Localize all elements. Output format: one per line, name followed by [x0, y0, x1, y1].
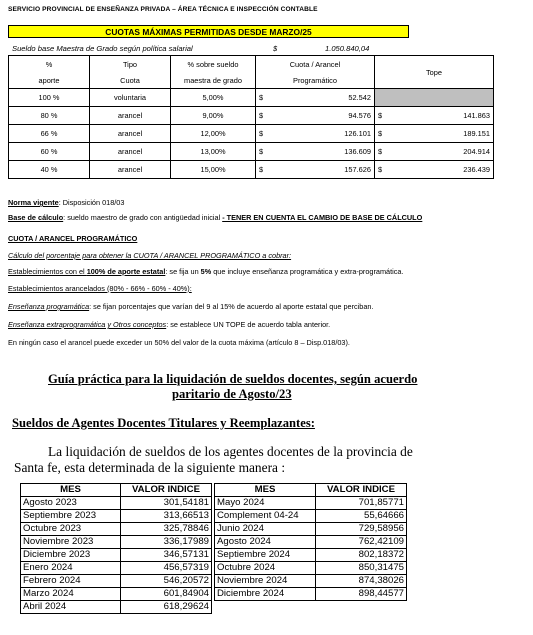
indice-row — [21, 588, 212, 601]
tope-cell-empty — [375, 89, 494, 107]
cuota-cell — [256, 143, 375, 161]
mes-cell: Diciembre 2023 — [21, 549, 121, 562]
cuota-cell — [256, 125, 375, 143]
cuota-value: 52.542 — [348, 93, 371, 102]
tope-currency: $ — [378, 165, 383, 174]
valor-cell: 313,66513 — [121, 510, 212, 523]
ens-prog-text: : se fijan porcentajes que varían del 9 al 15% de acuerdo al aporte estatal que perciban. — [89, 302, 374, 311]
est100-d: 5% — [200, 267, 212, 276]
indice-row — [215, 497, 407, 510]
tope-cell — [375, 143, 494, 161]
indice-table-right — [214, 483, 407, 601]
header-valor-indice: VALOR INDICE — [316, 484, 407, 497]
norma-label: Norma vigente — [8, 198, 59, 207]
header-tipo-2: Cuota — [90, 72, 171, 89]
indice-row — [215, 549, 407, 562]
tipo-cell: voluntaria — [90, 89, 171, 107]
tope-value: 189.151 — [463, 129, 490, 138]
header-cuota: Cuota / Arancel — [256, 56, 375, 73]
indice-row — [215, 510, 407, 523]
tope-value: 204.914 — [463, 147, 490, 156]
indice-row — [21, 562, 212, 575]
cuota-currency: $ — [259, 129, 264, 138]
indice-header-row — [215, 484, 407, 497]
cuota-row — [9, 143, 494, 161]
base-salary-value: 1.050.840,04 — [325, 44, 370, 53]
valor-cell: 729,58956 — [316, 523, 407, 536]
cuota-value: 126.101 — [344, 129, 371, 138]
establecimientos-arancelados: Establecimientos arancelados (80% - 66% - 60% - 40%): — [8, 284, 192, 293]
liquidacion-line-2: Santa fe, esta determinada de la siguiente manera : — [14, 460, 286, 475]
mes-cell: Octubre 2024 — [215, 562, 316, 575]
est100-b: 100% de aporte estatal — [86, 267, 166, 276]
calculo-porcentaje: Cálculo del porcentaje para obtener la CUOTA / ARANCEL PROGRAMÁTICO a cobrar: — [8, 251, 292, 260]
cuota-currency: $ — [259, 111, 264, 120]
base-calculo-text: : sueldo maestro de grado con antigüedad inicial — [63, 213, 223, 222]
aporte-cell: 60 % — [9, 143, 90, 161]
norma-text: : Disposición 018/03 — [58, 198, 125, 207]
indice-row — [215, 575, 407, 588]
header-pct-2: maestra de grado — [171, 72, 256, 89]
cuota-arancel-title: CUOTA / ARANCEL PROGRAMÁTICO — [8, 234, 138, 243]
cuota-currency: $ — [259, 147, 264, 156]
mes-cell: Agosto 2024 — [215, 536, 316, 549]
indice-row — [21, 510, 212, 523]
base-calculo-label: Base de cálculo — [8, 213, 64, 222]
base-calculo-emphasis: - TENER EN CUENTA EL CAMBIO DE BASE DE CÁLCULO — [222, 213, 423, 222]
header-mes: MES — [215, 484, 316, 497]
ens-extra-text: : se establece UN TOPE de acuerdo tabla anterior. — [166, 320, 331, 329]
base-salary-currency: $ — [273, 44, 278, 53]
ensenanza-programatica — [8, 302, 374, 311]
valor-cell: 546,20572 — [121, 575, 212, 588]
mes-cell: Noviembre 2024 — [215, 575, 316, 588]
mes-cell: Diciembre 2024 — [215, 588, 316, 601]
sueldos-title: Sueldos de Agentes Docentes Titulares y Reemplazantes: — [12, 416, 315, 430]
indice-row — [21, 549, 212, 562]
aporte-cell: 40 % — [9, 161, 90, 179]
establecimientos-100 — [8, 267, 403, 276]
header-tipo: Tipo — [90, 56, 171, 73]
cuota-row — [9, 107, 494, 125]
aporte-cell: 100 % — [9, 89, 90, 107]
valor-cell: 55,64666 — [316, 510, 407, 523]
pct-cell: 12,00% — [171, 125, 256, 143]
ensenanza-extraprogramatica — [8, 320, 330, 329]
cuota-value: 157.626 — [344, 165, 371, 174]
indice-row — [21, 536, 212, 549]
cuota-row — [9, 89, 494, 107]
indice-header-row — [21, 484, 212, 497]
valor-cell: 850,31475 — [316, 562, 407, 575]
tope-currency: $ — [378, 111, 383, 120]
cuota-table — [8, 55, 494, 179]
mes-cell: Abril 2024 — [21, 601, 121, 614]
pct-cell: 5,00% — [171, 89, 256, 107]
pct-cell: 13,00% — [171, 143, 256, 161]
valor-cell: 456,57319 — [121, 562, 212, 575]
tope-cell — [375, 161, 494, 179]
tipo-cell: arancel — [90, 161, 171, 179]
tope-currency: $ — [378, 129, 383, 138]
cuota-currency: $ — [259, 93, 264, 102]
cuota-cell — [256, 161, 375, 179]
cuota-row — [9, 125, 494, 143]
liquidacion-line-1: La liquidación de sueldos de los agentes docentes de la provincia de — [48, 444, 413, 459]
indice-row — [21, 497, 212, 510]
valor-cell: 601,84904 — [121, 588, 212, 601]
mes-cell: Enero 2024 — [21, 562, 121, 575]
norma-vigente — [8, 198, 124, 207]
mes-cell: Noviembre 2023 — [21, 536, 121, 549]
indice-row — [215, 588, 407, 601]
mes-cell: Marzo 2024 — [21, 588, 121, 601]
est100-e: que incluye enseñanza programática y extra-programática. — [211, 267, 404, 276]
ningun-caso: En ningún caso el arancel puede exceder un 50% del valor de la cuota máxima (artículo 8 – Disp.018/03). — [8, 338, 350, 347]
valor-cell: 802,18372 — [316, 549, 407, 562]
est100-a: Establecimientos con el — [8, 267, 87, 276]
indice-table-left — [20, 483, 212, 614]
cuota-value: 136.609 — [344, 147, 371, 156]
tope-cell — [375, 125, 494, 143]
base-salary-label: Sueldo base Maestra de Grado según política salarial — [12, 44, 193, 53]
tope-currency: $ — [378, 147, 383, 156]
aporte-cell: 66 % — [9, 125, 90, 143]
mes-cell: Septiembre 2023 — [21, 510, 121, 523]
header-tope: Tope — [375, 56, 494, 89]
indice-row — [21, 575, 212, 588]
mes-cell: Mayo 2024 — [215, 497, 316, 510]
tipo-cell: arancel — [90, 107, 171, 125]
est100-c: : se fija un — [165, 267, 201, 276]
header-aporte: % — [9, 56, 90, 73]
valor-cell: 618,29624 — [121, 601, 212, 614]
header-mes: MES — [21, 484, 121, 497]
valor-cell: 762,42109 — [316, 536, 407, 549]
ens-prog-label: Enseñanza programática — [8, 302, 90, 311]
cuota-value: 94.576 — [348, 111, 371, 120]
tipo-cell: arancel — [90, 143, 171, 161]
cuotas-banner: CUOTAS MÁXIMAS PERMITIDAS DESDE MARZO/25 — [8, 25, 409, 38]
valor-cell: 325,78846 — [121, 523, 212, 536]
valor-cell: 346,57131 — [121, 549, 212, 562]
pct-cell: 15,00% — [171, 161, 256, 179]
cuota-cell — [256, 107, 375, 125]
tope-cell — [375, 107, 494, 125]
tope-value: 141.863 — [463, 111, 490, 120]
indice-row — [215, 562, 407, 575]
header-valor-indice: VALOR INDICE — [121, 484, 212, 497]
pct-cell: 9,00% — [171, 107, 256, 125]
tope-value: 236.439 — [463, 165, 490, 174]
guia-title-line-1: Guía práctica para la liquidación de sueldos docentes, según acuerdo — [48, 372, 418, 386]
valor-cell: 898,44577 — [316, 588, 407, 601]
valor-cell: 874,38026 — [316, 575, 407, 588]
valor-cell: 301,54181 — [121, 497, 212, 510]
indice-row — [21, 601, 212, 614]
tipo-cell: arancel — [90, 125, 171, 143]
cuota-cell — [256, 89, 375, 107]
indice-row — [215, 523, 407, 536]
mes-cell: Junio 2024 — [215, 523, 316, 536]
mes-cell: Septiembre 2024 — [215, 549, 316, 562]
document-header: SERVICIO PROVINCIAL DE ENSEÑANZA PRIVADA – ÁREA TÉCNICA E INSPECCIÓN CONTABLE — [8, 6, 318, 13]
cuota-currency: $ — [259, 165, 264, 174]
header-aporte-2: aporte — [9, 72, 90, 89]
guia-title-line-2: paritario de Agosto/23 — [172, 387, 292, 401]
aporte-cell: 80 % — [9, 107, 90, 125]
cuota-row — [9, 161, 494, 179]
indice-row — [215, 536, 407, 549]
mes-cell: Febrero 2024 — [21, 575, 121, 588]
base-calculo — [8, 213, 422, 222]
ens-extra-label: Enseñanza extraprogramática y Otros conceptos — [8, 320, 167, 329]
mes-cell: Octubre 2023 — [21, 523, 121, 536]
valor-cell: 336,17989 — [121, 536, 212, 549]
valor-cell: 701,85771 — [316, 497, 407, 510]
indice-row — [21, 523, 212, 536]
header-cuota-2: Programático — [256, 72, 375, 89]
cuota-header-row-1 — [9, 56, 494, 73]
mes-cell: Complement 04-24 — [215, 510, 316, 523]
header-pct: % sobre sueldo — [171, 56, 256, 73]
mes-cell: Agosto 2023 — [21, 497, 121, 510]
